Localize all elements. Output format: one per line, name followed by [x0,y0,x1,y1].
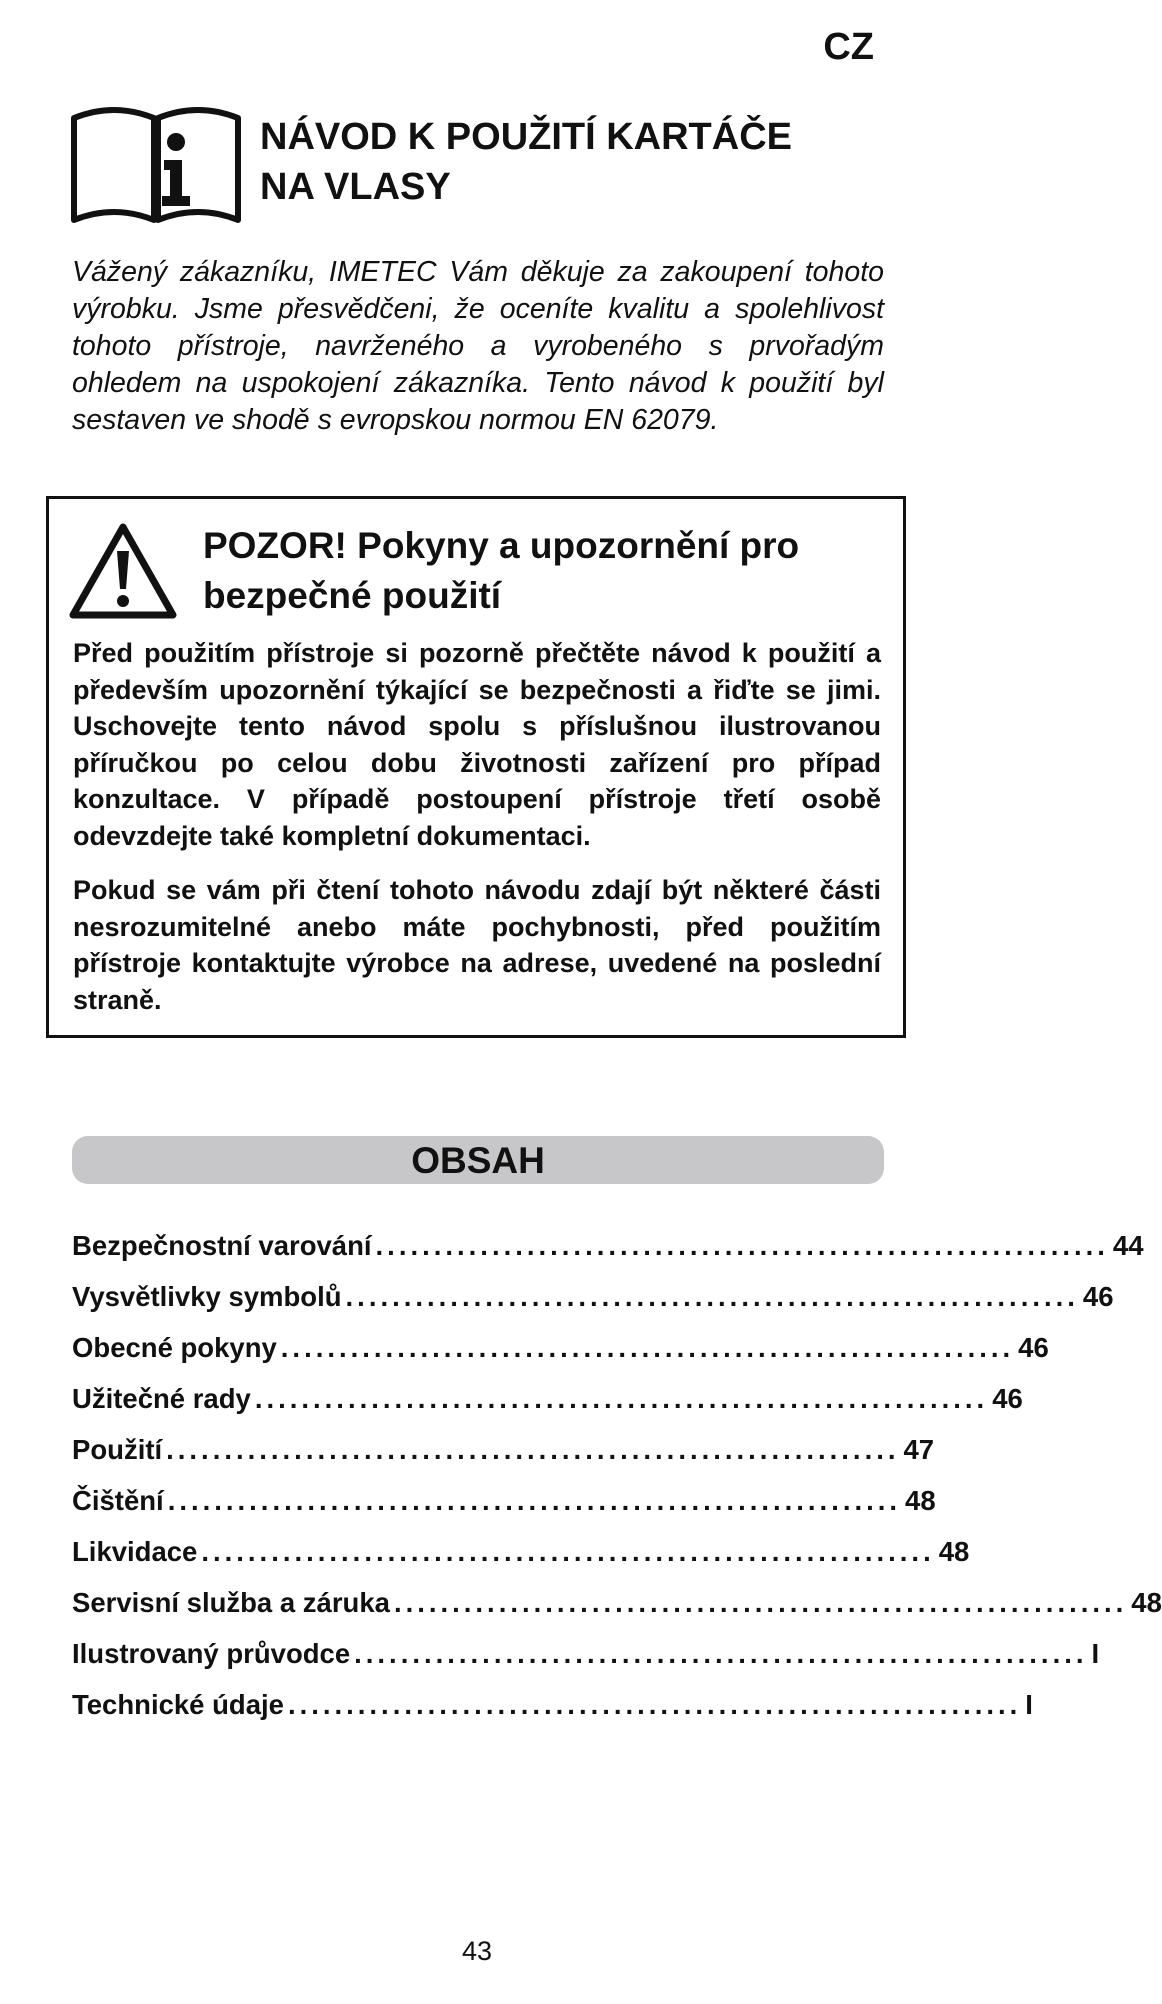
toc-entry[interactable] [72,1322,1049,1373]
warning-title [203,521,883,621]
toc-leader-dots: ............................................................... [201,1536,935,1567]
warning-paragraph-1: Před použitím přístroje si pozorně přečtěte návod k použití a především upozornění týkající se bezpečnosti a řiďte se jimi. Uschovejte tento návod spolu s příslušnou ilustrovanou příručkou po celou dobu životnosti zařízení pro případ konzultace. V případě postoupení přístroje třetí osobě odevzdejte také kompletní dokumentaci. [73,638,881,851]
toc-leader-dots: ............................................................... [254,1383,989,1414]
toc-entry-page: 48 [938,1536,970,1567]
safety-warning-box [46,496,906,1038]
toc-entry[interactable] [72,1628,1100,1679]
toc-entry[interactable] [72,1679,1033,1730]
toc-entry-label: Vysvětlivky symbolů [72,1281,342,1312]
toc-leader-dots: ............................................................... [167,1485,902,1516]
toc-entry[interactable] [72,1526,970,1577]
toc-entry-label: Likvidace [72,1536,198,1567]
toc-entry-label: Použití [72,1434,163,1465]
toc-entry[interactable] [72,1373,1023,1424]
toc-entry-page: 46 [1082,1281,1114,1312]
toc-leader-dots: ............................................................... [345,1281,1079,1312]
toc-entry-page: 46 [992,1383,1023,1414]
toc-leader-dots: ............................................................... [375,1230,1109,1261]
toc-entry[interactable] [72,1220,1144,1271]
toc-entry-label: Bezpečnostní varování [72,1230,372,1261]
toc-entry-page: 48 [905,1485,936,1516]
warning-title-line-2: bezpečné použití [203,575,502,616]
warning-body [73,635,881,1036]
toc-entry-page: 44 [1112,1230,1144,1261]
warning-triangle-icon [67,521,179,621]
table-of-contents [72,1220,1162,1730]
toc-entry-label: Technické údaje [72,1689,284,1720]
toc-entry-label: Čištění [72,1485,164,1516]
warning-paragraph-2: Pokud se vám při čtení tohoto návodu zdají být některé části nesrozumitelné anebo máte pochybnosti, před použitím přístroje kontaktujte výrobce na adrese, uvedené na poslední straně. [73,875,881,1015]
toc-entry[interactable] [72,1424,935,1475]
toc-entry-page: 47 [903,1434,935,1465]
toc-entry-page: 48 [1131,1587,1162,1618]
toc-entry-label: Užitečné rady [72,1383,251,1414]
toc-entry-label: Ilustrovaný průvodce [72,1638,351,1669]
toc-leader-dots: ............................................................... [393,1587,1128,1618]
toc-entry[interactable] [72,1475,936,1526]
title-line-1: NÁVOD K POUŽITÍ KARTÁČE [260,116,792,158]
language-code: CZ [823,26,874,68]
toc-entry-label: Obecné pokyny [72,1332,277,1363]
toc-leader-dots: ............................................................... [354,1638,1088,1669]
intro-paragraph: Vážený zákazníku, IMETEC Vám děkuje za zakoupení tohoto výrobku. Jsme přesvědčeni, že oceníte kvalitu a spolehlivost tohoto přístroje, navrženého a vyrobeného s prvořadým ohledem na uspokojení zákazníka. Tento návod k použití byl sestaven ve shodě s evropskou normou EN 62079. [72,256,884,436]
page-number: 43 [461,1936,493,1966]
toc-entry-page: I [1025,1689,1033,1720]
toc-entry-page: I [1091,1638,1100,1669]
toc-heading: OBSAH [72,1136,884,1184]
toc-leader-dots: ............................................................... [166,1434,900,1465]
toc-entry-page: 46 [1018,1332,1049,1363]
toc-entry-label: Servisní služba a záruka [72,1587,390,1618]
warning-title-line-1: POZOR! Pokyny a upozornění pro [203,525,800,566]
toc-leader-dots: ............................................................... [287,1689,1022,1720]
toc-entry[interactable] [72,1271,1114,1322]
page-title [260,112,880,212]
manual-info-icon [70,104,242,228]
toc-entry[interactable] [72,1577,1162,1628]
toc-leader-dots: ............................................................... [280,1332,1015,1363]
title-line-2: NA VLASY [260,166,451,208]
